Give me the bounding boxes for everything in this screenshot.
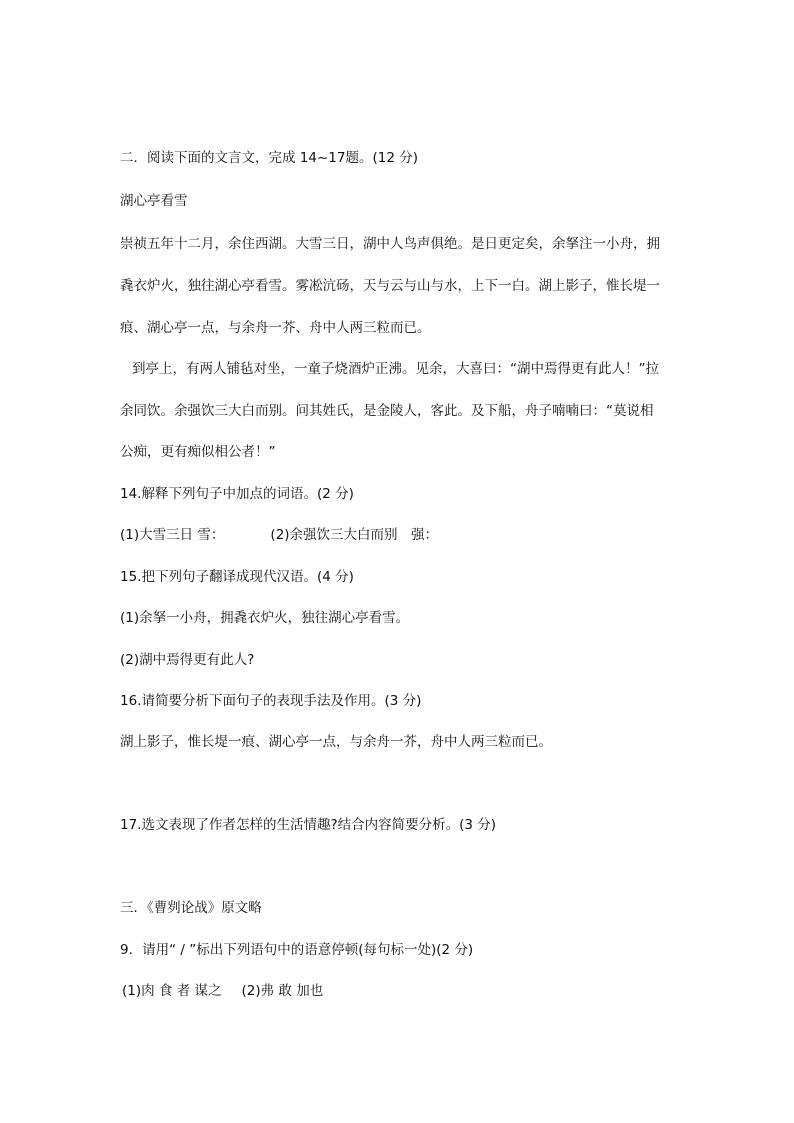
question-9-item-2: (2)弗 敢 加也 [241, 983, 324, 999]
paragraph-line: 痕、湖心亭一点，与余舟一芥、舟中人两三粒而已。 [120, 320, 431, 336]
question-16-label: 16.请简要分析下面句子的表现手法及作用。(3 分) [120, 693, 422, 709]
question-14-items [120, 525, 684, 545]
question-14-label: 14.解释下列句子中加点的词语。(2 分) [120, 486, 354, 502]
question-16-sentence: 湖上影子，惟长堤一痕、湖心亭一点，与余舟一芥，舟中人两三粒而已。 [120, 734, 552, 750]
question-15-label: 15.把下列句子翻译成现代汉语。(4 分) [120, 569, 354, 585]
paragraph-line: 到亭上，有两人铺毡对坐，一童子烧酒炉正沸。见余，大喜曰：“湖中焉得更有此人！”拉 [132, 361, 659, 377]
question-17: 17.选文表现了作者怎样的生活情趣?结合内容简要分析。(3 分) [120, 817, 497, 833]
question-9-item-1: (1)肉 食 者 谋之 [122, 983, 222, 999]
paragraph-line: 崇祯五年十二月，余住西湖。大雪三日，湖中人鸟声俱绝。是日更定矣，余拏注一小舟，拥 [120, 236, 660, 252]
question-14-item-2: (2)余强饮三大白而别 强： [270, 527, 439, 543]
section2-heading: 二．阅读下面的文言文，完成 14~17题。(12 分) [120, 150, 418, 166]
paragraph-line: 毳衣炉火，独往湖心亭看雪。雾凇沆砀，天与云与山与水，上下一白。湖上影子，惟长堤一 [120, 278, 660, 294]
question-14-item-1: (1)大雪三日 雪： [120, 527, 225, 543]
question-9-items [122, 981, 684, 1001]
paragraph-line: 余同饮。余强饮三大白而别。问其姓氏，是金陵人，客此。及下船，舟子喃喃曰：“莫说相 [120, 403, 654, 419]
question-9-label: 9．请用“ / ”标出下列语句中的语意停顿(每句标一处)(2 分) [120, 942, 474, 958]
paragraph-line: 公痴，更有痴似相公者！” [120, 444, 276, 460]
passage-title: 湖心亭看雪 [120, 193, 188, 209]
question-15-item-2: (2)湖中焉得更有此人? [120, 652, 255, 668]
section3-heading: 三．《曹刿论战》原文略 [120, 900, 262, 916]
question-15-item-1: (1)余拏一小舟，拥毳衣炉火，独往湖心亭看雪。 [120, 610, 410, 626]
